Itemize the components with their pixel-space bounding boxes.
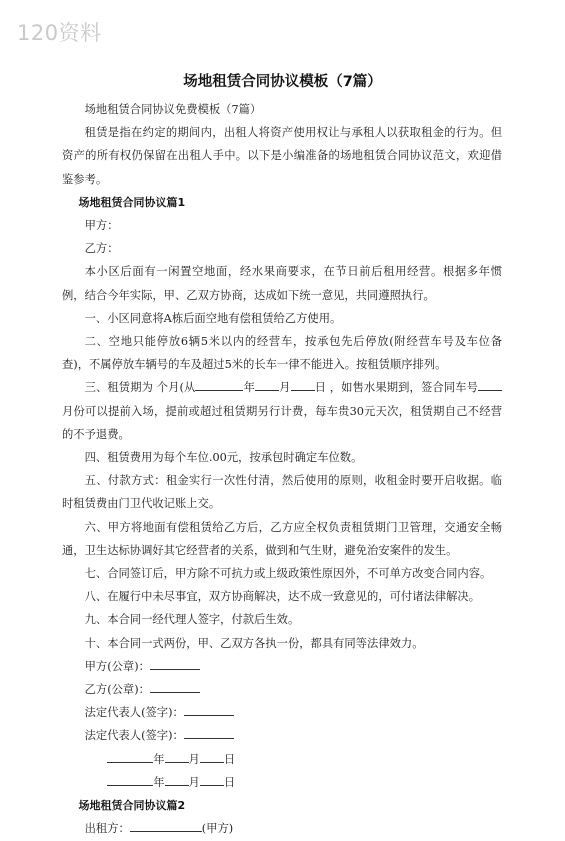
clause-8: 八、在履行中未尽事宜，双方协商解决，达不成一致意见的，可付诸法律解决。: [84, 590, 480, 604]
clause-3-part-e: 月份可以提前入场，提前或超过租赁期另行计费，每车贵30元天次，租赁期自己不经营的不予退费。: [62, 404, 502, 441]
blank-line: [291, 377, 315, 391]
signature-line: [184, 703, 234, 716]
sign-party-b: [62, 678, 502, 701]
sign-party-b-label: 乙方(公章)：: [84, 683, 150, 697]
rep-party-b-label: 法定代表人(签字)：: [84, 729, 184, 743]
blank-line: [165, 749, 189, 763]
party-b-line: 乙方：: [84, 242, 119, 256]
clause-1: 一、小区同意将A栋后面空地有偿租赁给乙方使用。: [84, 311, 342, 325]
rep-party-b: [62, 724, 502, 747]
blank-line: [255, 377, 279, 391]
date-day: 日: [223, 775, 236, 789]
intro-line: 场地租赁合同协议免费模板（7篇）: [84, 103, 262, 116]
intro-paragraph: 租赁是指在约定的期间内，出租人将资产使用权让与承租人以获取租金的行为。但资产的所有权仍保留在出租人手中。以下是小编准备的场地租赁合同协议范文，欢迎借鉴参考。: [62, 126, 502, 186]
date-row-a: [62, 748, 502, 771]
document-body: [62, 98, 502, 841]
blank-line: [200, 749, 224, 763]
date-year: 年: [153, 775, 165, 789]
clause-7: 七、合同签订后，甲方除不可抗力或上级政策性原因外，不可单方改变合同内容。: [84, 567, 492, 581]
signature-line: [184, 726, 234, 739]
clause-2: 二、空地只能停放6辆5米以内的经营车，按承包先后停放(附经营车号及车位备查)，不属停放车辆号的车及超过5米的长车一律不能进入。按租赁顺序排列。: [62, 335, 502, 372]
rep-party-a: [62, 701, 502, 724]
lessor-suffix: (甲方): [201, 822, 234, 836]
clause-4: 四、租赁费用为每个车位.00元，按承包时确定车位数。: [84, 451, 363, 465]
date-month: 月: [188, 775, 200, 789]
blank-line: [165, 772, 189, 786]
preamble-paragraph: 本小区后面有一闲置空地面，经水果商要求，在节日前后租用经营。根据多年惯例，结合今年实际，甲、乙双方协商，达成如下统一意见，共同遵照执行。: [62, 265, 502, 302]
blank-line: [478, 377, 502, 391]
signature-line: [150, 657, 200, 670]
blank-line: [107, 749, 153, 763]
clause-3: [62, 376, 502, 446]
signature-line: [130, 819, 202, 832]
clause-3-month: 月: [278, 381, 291, 395]
watermark: 120资料: [17, 21, 102, 45]
document-title: 场地租赁合同协议模板（7篇）: [183, 74, 382, 90]
blank-line: [107, 772, 153, 786]
date-month: 月: [188, 752, 200, 766]
blank-line: [195, 377, 243, 391]
blank-line: [200, 772, 224, 786]
rep-party-a-label: 法定代表人(签字)：: [84, 706, 184, 720]
sign-party-a-label: 甲方(公章)：: [84, 659, 150, 673]
signature-line: [150, 680, 200, 693]
lessor-line: [62, 817, 502, 840]
date-day: 日: [223, 752, 236, 766]
clause-5: 五、付款方式：租金实行一次性付清，然后使用的原则，收租金时要开启收据。临时租赁费由门卫代收记账上交。: [62, 474, 502, 511]
section-heading-1: 场地租赁合同协议篇1: [78, 195, 186, 209]
lessor-label: 出租方：: [84, 822, 130, 836]
date-row-b: [62, 771, 502, 794]
clause-10: 十、本合同一式两份，甲、乙双方各执一份，都具有同等法律效力。: [84, 636, 424, 650]
date-year: 年: [153, 752, 165, 766]
clause-3-part-a: 三、租赁期为 个月(从: [84, 381, 196, 395]
sign-party-a: [62, 655, 502, 678]
party-a-line: 甲方：: [84, 219, 119, 233]
clause-6: 六、甲方将地面有偿租赁给乙方后，乙方应全权负责租赁期门卫管理，交通安全畅通，卫生达标协调好其它经营者的关系，做到和气生财，避免治安案件的发生。: [62, 520, 502, 557]
section-heading-2: 场地租赁合同协议篇2: [78, 799, 186, 813]
clause-3-year: 年: [243, 381, 255, 395]
clause-3-part-d: 日 ，如售水果期到，签合同车号: [314, 381, 478, 395]
clause-9: 九、本合同一经代理人签字，付款后生效。: [84, 613, 300, 627]
